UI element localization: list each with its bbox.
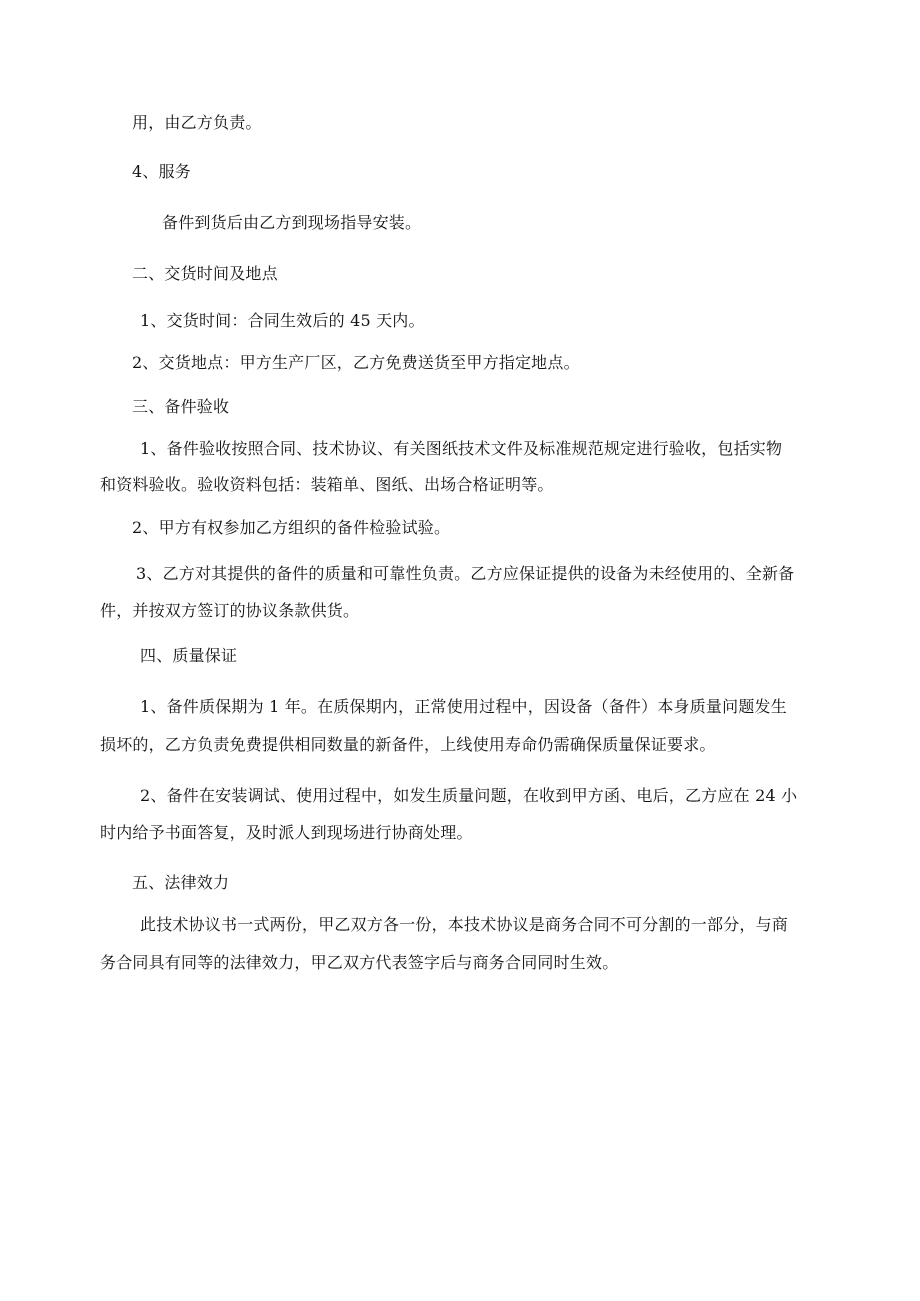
text-line: 损坏的，乙方负责免费提供相同数量的新备件，上线使用寿命仍需确保质量保证要求。 — [100, 735, 716, 754]
text-line: 此技术协议书一式两份，甲乙双方各一份，本技术协议是商务合同不可分割的一部分，与商 — [140, 915, 789, 934]
section-heading-quality: 四、质量保证 — [140, 646, 238, 665]
text-line: 备件到货后由乙方到现场指导安装。 — [162, 213, 422, 232]
text-line: 1、交货时间：合同生效后的 45 天内。 — [140, 311, 425, 330]
text-line: 1、备件验收按照合同、技术协议、有关图纸技术文件及标准规范规定进行验收，包括实物 — [140, 439, 783, 458]
text-line: 时内给予书面答复，及时派人到现场进行协商处理。 — [100, 823, 473, 842]
text-line: 2、甲方有权参加乙方组织的备件检验试验。 — [132, 518, 451, 537]
text-line: 2、备件在安装调试、使用过程中，如发生质量问题，在收到甲方函、电后，乙方应在 24 小 — [140, 786, 798, 805]
section-heading-acceptance: 三、备件验收 — [132, 397, 230, 416]
text-line: 3、乙方对其提供的备件的质量和可靠性负责。乙方应保证提供的设备为未经使用的、全新备 — [136, 564, 795, 583]
text-line: 和资料验收。验收资料包括：装箱单、图纸、出场合格证明等。 — [100, 475, 554, 494]
text-line: 2、交货地点：甲方生产厂区，乙方免费送货至甲方指定地点。 — [132, 353, 580, 372]
text-line: 用，由乙方负责。 — [132, 113, 262, 132]
section-heading-legal: 五、法律效力 — [132, 873, 230, 892]
text-line: 1、备件质保期为 1 年。在质保期内，正常使用过程中，因设备（备件）本身质量问题发生 — [140, 697, 787, 716]
section-heading-delivery: 二、交货时间及地点 — [132, 264, 278, 283]
text-line: 务合同具有同等的法律效力，甲乙双方代表签字后与商务合同同时生效。 — [100, 953, 619, 972]
text-line: 件，并按双方签订的协议条款供货。 — [100, 601, 360, 620]
section-heading-service: 4、服务 — [132, 162, 191, 181]
